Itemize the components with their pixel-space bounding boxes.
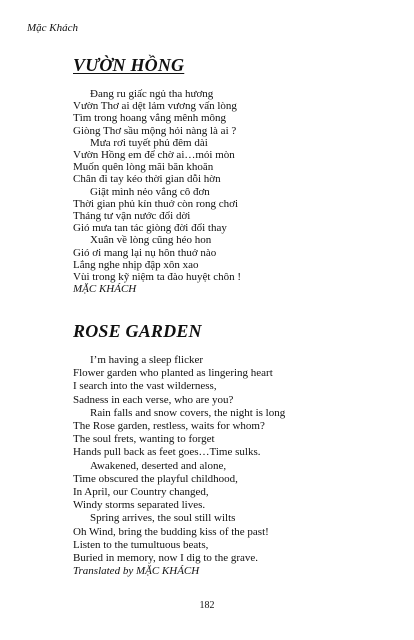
poem-line: Spring arrives, the soul still wilts	[90, 512, 236, 525]
poem-signature-vietnamese: MẶC KHÁCH	[73, 283, 137, 296]
poem-line: Oh Wind, bring the budding kiss of the past!	[73, 525, 269, 538]
poem-line: The soul frets, wanting to forget	[73, 433, 215, 446]
poem-line: Listen to the tumultuous beats,	[73, 538, 209, 551]
poem-line: Vùi trong kỹ niệm ta đào huyệt chôn !	[73, 271, 242, 284]
poem-line: In April, our Country changed,	[73, 486, 209, 499]
poem-line: Buried in memory, now I dig to the grave.	[73, 552, 259, 565]
poem-line: The Rose garden, restless, waits for whom?	[73, 420, 265, 433]
poem-line: Flower garden who planted as lingering heart	[73, 367, 273, 380]
page-number: 182	[199, 600, 215, 611]
poem-line: Rain falls and snow covers, the night is long	[90, 406, 286, 419]
poem-line: Giật mình nẻo vắng cô đơn	[90, 185, 210, 198]
poem-line: Muốn quên lòng mãi băn khoăn	[73, 161, 214, 174]
poem-title-english: ROSE GARDEN	[73, 321, 202, 341]
poem-line: Vườn Hồng em để chờ ai…mỏi mòn	[73, 149, 235, 162]
running-header-author: Mặc Khách	[27, 22, 79, 34]
poem-line: Windy storms separated lives.	[73, 499, 206, 512]
poem-title-vietnamese: VƯỜN HỒNG	[73, 55, 185, 75]
poem-line: Time obscured the playful childhood,	[73, 472, 238, 485]
poem-line: Tháng tư vận nước đổi dời	[73, 210, 191, 223]
poem-english	[73, 320, 393, 578]
poem-line: Gió ơi mang lại nụ hôn thuở nào	[73, 246, 217, 259]
poem-line: Sadness in each verse, who are you?	[73, 393, 234, 406]
poem-line: I’m having a sleep flicker	[90, 354, 204, 366]
poem-line: Gió mưa tan tác giòng đời đổi thay	[73, 222, 227, 235]
poem-line: Đang ru giấc ngủ tha hương	[90, 88, 214, 100]
poem-line: Vườn Thơ ai dệt lảm vương vấn lòng	[73, 100, 237, 113]
poem-lines-english	[73, 354, 393, 565]
poem-line: Lắng nghe nhịp đập xôn xao	[73, 258, 199, 271]
poem-line: Giòng Thơ sầu mộng hỏi nàng là ai ?	[73, 124, 237, 137]
poem-line: Chân đi tay kéo thời gian dỗi hờn	[73, 173, 221, 186]
poem-lines-vietnamese	[73, 88, 393, 283]
poem-line: Mưa rơi tuyết phủ đêm dài	[90, 136, 208, 149]
poem-line: Xuân về lòng cũng héo hon	[90, 234, 212, 247]
poem-line: Hands pull back as feet goes…Time sulks.	[73, 446, 261, 459]
poem-signature-english: Translated by MẶC KHÁCH	[73, 565, 200, 578]
poem-line: Awakened, deserted and alone,	[90, 459, 227, 472]
poem-line: Thời gian phủ kín thuở còn rong chơi	[73, 197, 239, 210]
poem-vietnamese	[73, 54, 393, 295]
poem-line: I search into the vast wilderness,	[73, 380, 217, 393]
poem-line: Tìm trong hoang vắng mênh mông	[73, 112, 227, 125]
